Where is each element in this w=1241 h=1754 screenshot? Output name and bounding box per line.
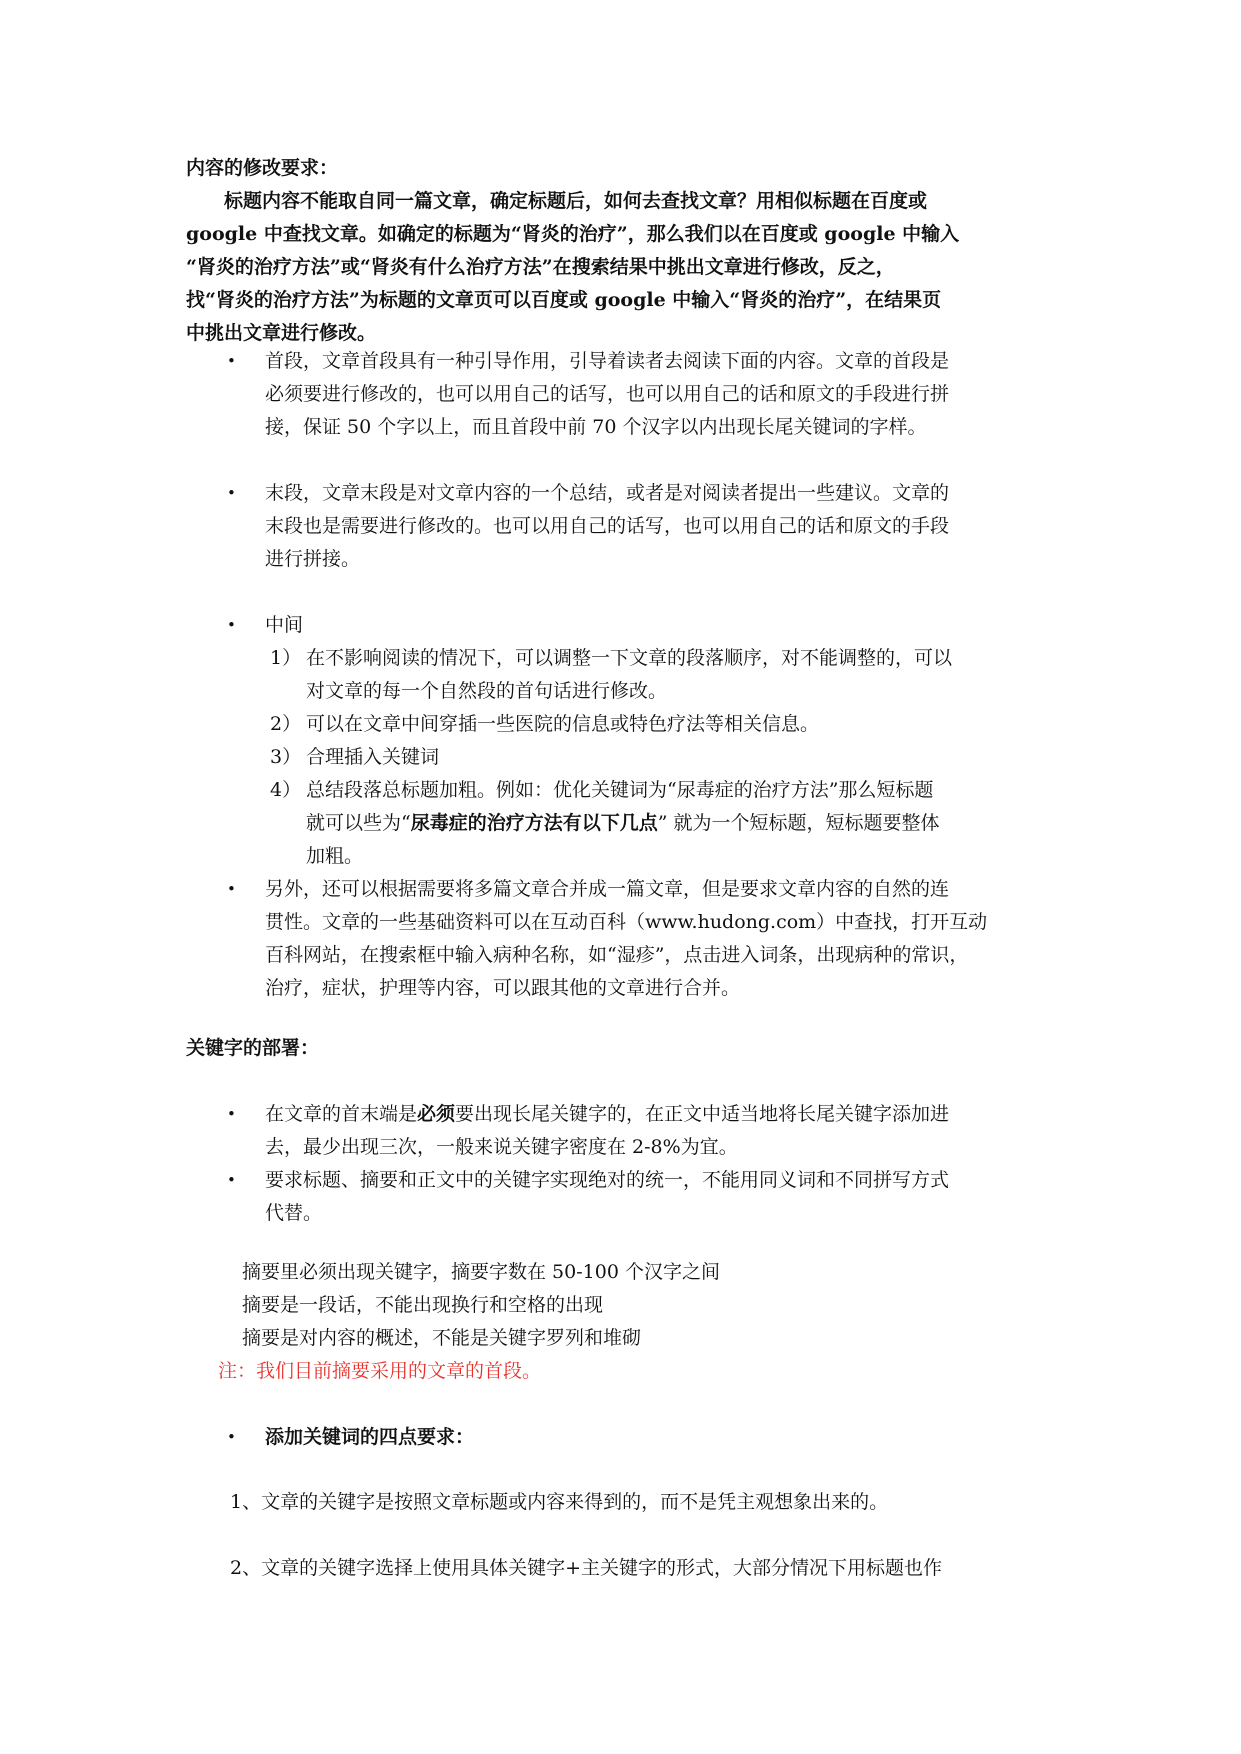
keyword-bullet-1-bold: 必须 <box>417 1103 456 1125</box>
summary-rule-1: 摘要里必须出现关键字，摘要字数在 50-100 个汉字之间 <box>242 1261 720 1283</box>
section-heading-keyword-deployment: 关键字的部署： <box>186 1037 320 1059</box>
bullet-icon: • <box>227 880 236 898</box>
keyword-bullet-2-line-1: 要求标题、摘要和正文中的关键字实现绝对的统一，不能用同义词和不同拼写方式 <box>265 1169 950 1191</box>
bullet-icon: • <box>227 616 236 634</box>
intro-line-3: “肾炎的治疗方法”或“肾炎有什么治疗方法”在搜索结果中挑出文章进行修改，反之， <box>186 256 895 278</box>
summary-rule-2: 摘要是一段话，不能出现换行和空格的出现 <box>242 1294 604 1316</box>
bullet-merge-line-1: 另外，还可以根据需要将多篇文章合并成一篇文章，但是要求文章内容的自然的连 <box>265 878 950 900</box>
section-heading-four-requirements: 添加关键词的四点要求： <box>265 1426 475 1448</box>
section-heading-content-requirements: 内容的修改要求： <box>186 157 339 179</box>
intro-line-1: 标题内容不能取自同一篇文章，确定标题后，如何去查找文章？用相似标题在百度或 <box>224 190 928 212</box>
middle-item-1-line-2: 对文章的每一个自然段的首句话进行修改。 <box>306 680 668 702</box>
middle-item-number: 2） <box>270 713 302 735</box>
summary-rule-3: 摘要是对内容的概述，不能是关键字罗列和堆砌 <box>242 1327 642 1349</box>
bullet-last-para-line-2: 末段也是需要进行修改的。也可以用自己的话写，也可以用自己的话和原文的手段 <box>265 515 950 537</box>
bullet-middle-label: 中间 <box>265 614 304 636</box>
keyword-bullet-2-line-2: 代替。 <box>265 1202 323 1224</box>
keyword-bullet-1-line-1 <box>265 1098 949 1131</box>
bullet-icon: • <box>227 484 236 502</box>
middle-item-4-line-2-post: ” 就为一个短标题，短标题要整体 <box>657 812 940 834</box>
keyword-bullet-1-line-2: 去，最少出现三次，一般来说关键字密度在 2-8%为宜。 <box>265 1136 738 1158</box>
middle-item-3-line-1: 合理插入关键词 <box>306 746 440 768</box>
intro-line-5: 中挑出文章进行修改。 <box>186 322 377 344</box>
bullet-last-para-line-1: 末段，文章末段是对文章内容的一个总结，或者是对阅读者提出一些建议。文章的 <box>265 482 950 504</box>
intro-line-2: google 中查找文章。如确定的标题为“肾炎的治疗”，那么我们以在百度或 google 中输入 <box>186 223 960 245</box>
keyword-bullet-1-post: 要出现长尾关键字的，在正文中适当地将长尾关键字添加进 <box>455 1103 950 1125</box>
bullet-first-para-line-1: 首段，文章首段具有一种引导作用，引导着读者去阅读下面的内容。文章的首段是 <box>265 350 950 372</box>
bullet-merge-line-4: 治疗，症状，护理等内容，可以跟其他的文章进行合并。 <box>265 977 741 999</box>
keyword-bullet-1-pre: 在文章的首末端是 <box>265 1103 418 1125</box>
bullet-first-para-line-3: 接，保证 50 个字以上，而且首段中前 70 个汉字以内出现长尾关键词的字样。 <box>265 416 927 438</box>
middle-item-2-line-1: 可以在文章中间穿插一些医院的信息或特色疗法等相关信息。 <box>306 713 820 735</box>
example-short-title-bold: 尿毒症的治疗方法有以下几点 <box>410 812 658 834</box>
bullet-icon: • <box>227 1105 236 1123</box>
middle-item-number: 1） <box>270 647 302 669</box>
middle-item-4-line-2 <box>306 807 940 840</box>
middle-item-number: 4） <box>270 779 302 801</box>
bullet-icon: • <box>227 1171 236 1189</box>
middle-item-1-line-1: 在不影响阅读的情况下，可以调整一下文章的段落顺序，对不能调整的，可以 <box>306 647 953 669</box>
bullet-merge-line-2: 贯性。文章的一些基础资料可以在互动百科（www.hudong.com）中查找，打开互动 <box>265 911 988 933</box>
bullet-icon: • <box>227 1428 236 1446</box>
requirement-item-1: 1、文章的关键字是按照文章标题或内容来得到的，而不是凭主观想象出来的。 <box>230 1491 889 1513</box>
note-red: 注：我们目前摘要采用的文章的首段。 <box>218 1360 542 1382</box>
requirement-item-2: 2、文章的关键字选择上使用具体关键字+主关键字的形式，大部分情况下用标题也作 <box>230 1557 943 1579</box>
middle-item-4-line-1: 总结段落总标题加粗。例如：优化关键词为“尿毒症的治疗方法”那么短标题 <box>306 779 934 801</box>
bullet-merge-line-3: 百科网站，在搜索框中输入病种名称，如“湿疹”，点击进入词条，出现病种的常识， <box>265 944 969 966</box>
bullet-first-para-line-2: 必须要进行修改的，也可以用自己的话写，也可以用自己的话和原文的手段进行拼 <box>265 383 950 405</box>
middle-item-number: 3） <box>270 746 302 768</box>
intro-line-4: 找“肾炎的治疗方法”为标题的文章页可以百度或 google 中输入“肾炎的治疗”，在结果页 <box>186 289 942 311</box>
bullet-icon: • <box>227 352 236 370</box>
middle-item-4-line-3: 加粗。 <box>306 845 364 867</box>
middle-item-4-line-2-pre: 就可以些为“ <box>306 812 411 834</box>
bullet-last-para-line-3: 进行拼接。 <box>265 548 361 570</box>
